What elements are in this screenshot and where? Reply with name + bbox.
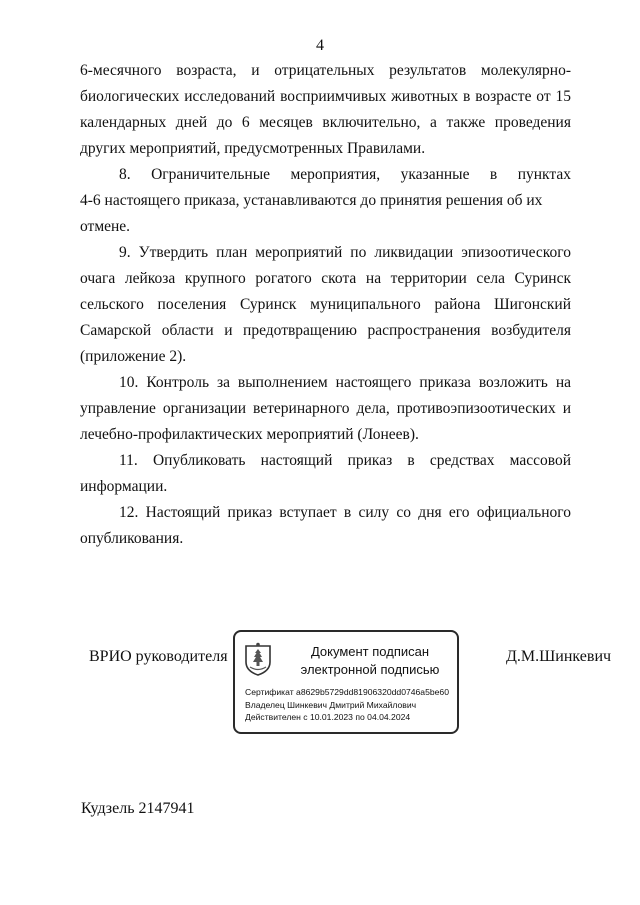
- certificate-number: Сертификат a8629b5729dd81906320dd0746a5be60: [245, 687, 449, 697]
- document-body: [80, 58, 571, 552]
- word: в: [489, 166, 498, 183]
- paragraph-8-line-1: [80, 162, 571, 188]
- text-line: других мероприятий, предусмотренных Правилами.: [80, 140, 426, 157]
- text-line: биологических исследований восприимчивых животных в возрасте от: [80, 88, 551, 105]
- paragraph-12: 12. Настоящий приказ вступает в силу со дня его официального опубликования.: [80, 504, 571, 547]
- certificate-validity: Действителен с 10.01.2023 по 04.04.2024: [245, 712, 411, 722]
- paragraph-9: 9. Утвердить план мероприятий по ликвидации эпизоотического очага лейкоза крупного рогатого скота на территории села Суринск сельского поселения Суринск муниципального района Шигонский Самарской области и предотвращению распространения возбудителя (приложение 2).: [80, 244, 571, 365]
- paragraph-10: 10. Контроль за выполнением настоящего приказа возложить на управление организации ветеринарного дела, противоэпизоотических и лечебно-профилактических мероприятий (Лонеев).: [80, 374, 571, 443]
- word: 8.: [119, 166, 131, 183]
- word: пунктах: [517, 166, 571, 183]
- paragraph-8-line-2: 4-6 настоящего приказа, устанавливаются до принятия решения об их: [80, 192, 543, 209]
- coat-of-arms-icon: [244, 642, 272, 676]
- executor-code: Кудзель 2147941: [81, 800, 195, 817]
- page-number: 4: [316, 37, 324, 54]
- word: указанные: [400, 166, 470, 183]
- text-line: 15 календарных дней до 6 месяцев включительно, а также проведения: [80, 88, 571, 131]
- paragraph-8: [80, 162, 571, 240]
- paragraph-11: 11. Опубликовать настоящий приказ в средствах массовой информации.: [80, 452, 571, 495]
- electronic-signature-stamp: [233, 630, 459, 734]
- word: мероприятия,: [290, 166, 381, 183]
- stamp-title: [289, 643, 451, 679]
- paragraph-continuation: [80, 58, 571, 162]
- signer-name: Д.М.Шинкевич: [506, 648, 612, 665]
- paragraph-8-line-3: отмене.: [80, 218, 131, 235]
- certificate-owner: Владелец Шинкевич Дмитрий Михайлович: [245, 699, 417, 710]
- stamp-title-line: электронной подписью: [300, 662, 440, 677]
- stamp-title-line: Документ подписан: [310, 644, 430, 659]
- signer-title: ВРИО руководителя: [89, 648, 228, 665]
- stamp-certificate-details: [245, 686, 453, 724]
- text-line: 6-месячного возраста, и отрицательных результатов молекулярно-: [80, 62, 571, 79]
- word: Ограничительные: [151, 166, 270, 183]
